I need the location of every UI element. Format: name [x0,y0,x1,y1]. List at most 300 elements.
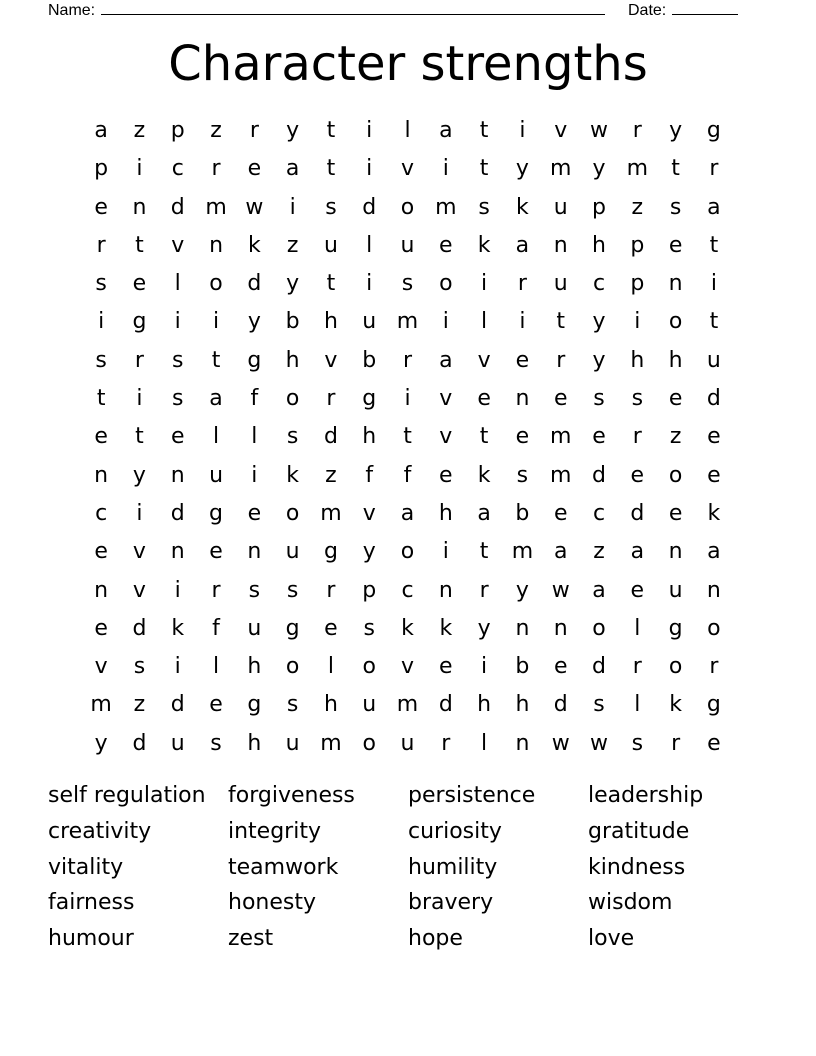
grid-letter[interactable]: k [171,615,185,641]
grid-letter[interactable]: h [592,232,606,258]
grid-letter[interactable]: n [515,386,530,412]
grid-letter[interactable]: h [247,654,262,680]
grid-letter[interactable]: i [212,309,220,335]
grid-letter[interactable]: n [170,539,185,565]
grid-letter[interactable]: u [553,271,568,297]
grid-letter[interactable]: l [212,424,220,450]
grid-letter[interactable]: v [401,654,415,680]
grid-letter[interactable]: z [631,194,644,220]
grid-letter[interactable]: e [439,654,453,680]
grid-letter[interactable]: v [439,386,453,412]
grid-letter[interactable]: d [592,462,606,488]
date-blank-line[interactable] [672,0,738,15]
grid-letter[interactable]: t [211,347,221,373]
grid-letter[interactable]: n [515,615,530,641]
grid-letter[interactable]: v [477,347,491,373]
grid-letter[interactable]: s [593,692,605,718]
grid-letter[interactable]: e [515,347,530,373]
grid-letter[interactable]: d [247,271,262,297]
grid-letter[interactable]: h [323,309,338,335]
grid-letter[interactable]: a [515,232,530,258]
grid-letter[interactable]: u [668,577,683,603]
grid-letter[interactable]: n [170,462,185,488]
grid-letter[interactable]: o [285,500,300,526]
grid-letter[interactable]: e [132,271,147,297]
grid-letter[interactable]: i [98,309,105,335]
grid-letter[interactable]: e [630,462,645,488]
grid-letter[interactable]: h [515,692,530,718]
grid-letter[interactable]: y [592,347,606,373]
grid-letter[interactable]: r [632,424,642,450]
grid-letter[interactable]: i [710,271,717,297]
grid-letter[interactable]: e [668,232,683,258]
grid-letter[interactable]: v [132,539,146,565]
grid-letter[interactable]: u [400,730,415,756]
grid-letter[interactable]: t [326,156,336,182]
grid-letter[interactable]: u [285,730,300,756]
grid-letter[interactable]: l [404,118,411,143]
grid-letter[interactable]: u [247,615,262,641]
grid-letter[interactable]: i [366,118,373,143]
grid-letter[interactable]: y [669,118,683,143]
grid-letter[interactable]: d [132,730,147,756]
grid-letter[interactable]: k [401,615,414,641]
grid-letter[interactable]: i [174,654,181,680]
grid-letter[interactable]: u [400,232,415,258]
name-blank-line[interactable] [101,0,605,15]
grid-letter[interactable]: e [439,232,453,258]
grid-letter[interactable]: i [366,156,373,182]
grid-letter[interactable]: p [592,194,606,220]
grid-letter[interactable]: e [553,500,568,526]
grid-letter[interactable]: o [707,615,721,641]
date-label: Date: [628,2,667,19]
grid-letter[interactable]: d [630,500,645,526]
grid-letter[interactable]: e [94,194,108,220]
grid-letter[interactable]: p [170,118,185,143]
grid-letter[interactable]: z [133,118,146,143]
grid-letter[interactable]: l [634,615,641,641]
grid-letter[interactable]: e [209,539,223,565]
grid-letter[interactable]: r [441,730,451,756]
grid-letter[interactable]: n [209,232,224,258]
grid-letter[interactable]: r [249,118,259,143]
grid-letter[interactable]: h [247,730,262,756]
grid-letter[interactable]: d [170,194,185,220]
grid-letter[interactable]: e [209,692,223,718]
grid-letter[interactable]: m [511,539,534,565]
grid-letter[interactable]: r [326,386,336,412]
grid-letter[interactable]: c [401,577,414,603]
grid-letter[interactable]: l [634,692,641,718]
grid-letter[interactable]: d [323,424,338,450]
grid-letter[interactable]: a [400,500,415,526]
grid-letter[interactable]: r [134,347,144,373]
grid-letter[interactable]: l [251,424,258,450]
grid-letter[interactable]: o [439,271,453,297]
grid-letter[interactable]: u [553,194,568,220]
grid-letter[interactable]: e [439,462,453,488]
grid-letter[interactable]: m [549,156,572,182]
grid-letter[interactable]: b [362,347,377,373]
grid-letter[interactable]: l [481,730,488,756]
grid-letter[interactable]: l [327,654,334,680]
grid-letter[interactable]: n [706,577,721,603]
grid-letter[interactable]: l [212,654,220,680]
grid-letter[interactable]: r [671,730,681,756]
grid-letter[interactable]: d [170,692,185,718]
grid-letter[interactable]: h [285,347,300,373]
grid-letter[interactable]: a [439,118,453,143]
grid-letter[interactable]: a [439,347,453,373]
grid-letter[interactable]: o [285,386,300,412]
word-list-item: teamwork [228,854,339,880]
grid-letter[interactable]: a [477,500,491,526]
grid-letter[interactable]: w [590,118,608,143]
grid-letter[interactable]: w [245,194,264,220]
grid-letter[interactable]: s [516,462,529,488]
grid-letter[interactable]: e [170,424,185,450]
grid-letter[interactable]: s [325,194,337,220]
grid-letter[interactable]: s [631,730,644,756]
grid-letter[interactable]: l [174,271,181,297]
grid-letter[interactable]: v [324,347,338,373]
grid-letter[interactable]: e [707,462,721,488]
grid-letter[interactable]: u [170,730,185,756]
grid-letter[interactable]: i [289,194,296,220]
grid-row [82,610,733,648]
grid-letter[interactable]: k [669,692,682,718]
grid-letter[interactable]: y [94,730,108,756]
grid-letter[interactable]: a [553,539,568,565]
grid-letter[interactable]: y [362,539,376,565]
grid-letter[interactable]: a [209,386,223,412]
grid-letter[interactable]: v [362,500,376,526]
grid-letter[interactable]: m [626,156,649,182]
grid-letter[interactable]: g [209,500,224,526]
grid-letter[interactable]: v [439,424,453,450]
grid-letter[interactable]: i [251,462,258,488]
grid-letter[interactable]: t [709,232,719,258]
grid-letter[interactable]: d [706,386,721,412]
grid-letter[interactable]: o [362,654,376,680]
grid-letter[interactable]: s [593,386,605,412]
grid-letter[interactable]: z [286,232,299,258]
grid-letter[interactable]: t [326,271,336,297]
grid-letter[interactable]: i [481,654,488,680]
grid-letter[interactable]: w [551,577,570,603]
grid-letter[interactable]: s [286,692,299,718]
grid-letter[interactable]: z [325,462,337,488]
grid-letter[interactable]: t [135,424,144,450]
grid-letter[interactable]: d [438,692,453,718]
grid-letter[interactable]: c [95,500,108,526]
grid-letter[interactable]: z [210,118,222,143]
grid-letter[interactable]: n [247,539,262,565]
grid-letter[interactable]: g [362,386,377,412]
grid-letter[interactable]: n [94,462,109,488]
grid-letter[interactable]: m [320,730,342,756]
grid-letter[interactable]: e [707,424,721,450]
grid-letter[interactable]: y [515,577,529,603]
grid-letter[interactable]: s [95,271,107,297]
grid-letter[interactable]: s [401,271,414,297]
grid-letter[interactable]: t [96,386,106,412]
grid-letter[interactable]: e [515,424,530,450]
grid-letter[interactable]: u [362,309,377,335]
grid-letter[interactable]: d [132,615,147,641]
grid-letter[interactable]: a [707,539,721,565]
grid-letter[interactable]: i [442,539,449,565]
grid-letter[interactable]: c [592,500,606,526]
grid-letter[interactable]: m [549,424,572,450]
grid-letter[interactable]: i [136,500,143,526]
grid-letter[interactable]: f [365,462,374,488]
grid-letter[interactable]: i [481,271,488,297]
grid-letter[interactable]: i [442,156,449,182]
grid-letter[interactable]: p [94,156,109,182]
grid-letter[interactable]: t [479,118,489,143]
grid-letter[interactable]: b [515,500,530,526]
grid-letter[interactable]: s [248,577,261,603]
grid-letter[interactable]: k [477,462,491,488]
grid-letter[interactable]: f [212,615,220,641]
grid-letter[interactable]: e [247,500,262,526]
grid-letter[interactable]: n [515,730,530,756]
grid-letter[interactable]: t [326,118,336,143]
grid-letter[interactable]: i [442,309,449,335]
grid-letter[interactable]: o [668,309,683,335]
grid-letter[interactable]: u [323,232,338,258]
grid-letter[interactable]: h [362,424,377,450]
grid-letter[interactable]: p [630,232,645,258]
grid-letter[interactable]: u [209,462,224,488]
grid-letter[interactable]: r [517,271,527,297]
word-list-item: wisdom [588,890,673,916]
grid-letter[interactable]: a [630,539,645,565]
grid-letter[interactable]: s [286,424,299,450]
name-field [48,0,605,20]
grid-letter[interactable]: n [553,615,568,641]
grid-letter[interactable]: m [205,194,227,220]
grid-letter[interactable]: b [285,309,300,335]
grid-letter[interactable]: u [362,692,377,718]
grid-letter[interactable]: y [132,462,146,488]
grid-letter[interactable]: t [479,539,489,565]
grid-letter[interactable]: o [668,654,683,680]
grid-letter[interactable]: g [132,309,147,335]
grid-letter[interactable]: e [592,424,606,450]
grid-letter[interactable]: i [634,309,641,335]
grid-letter[interactable]: t [556,309,566,335]
grid-letter[interactable]: s [95,347,107,373]
grid-letter[interactable]: a [94,118,108,143]
grid-letter[interactable]: a [592,577,606,603]
grid-row [82,457,733,495]
grid-letter[interactable]: s [172,386,184,412]
grid-letter[interactable]: n [553,232,568,258]
grid-letter[interactable]: v [132,577,146,603]
grid-letter[interactable]: n [668,271,683,297]
grid-letter[interactable]: d [362,194,377,220]
grid-letter[interactable]: e [553,654,568,680]
grid-letter[interactable]: o [592,615,606,641]
grid-letter[interactable]: z [669,424,682,450]
grid-letter[interactable]: o [362,730,376,756]
grid-letter[interactable]: r [632,654,642,680]
grid-letter[interactable]: m [320,500,342,526]
grid-letter[interactable]: y [592,309,606,335]
grid-letter[interactable]: y [592,156,606,182]
grid-letter[interactable]: e [630,577,645,603]
grid-letter[interactable]: i [136,156,143,182]
grid-letter[interactable]: c [592,271,606,297]
grid-letter[interactable]: f [250,386,259,412]
grid-letter[interactable]: e [707,730,721,756]
grid-letter[interactable]: u [285,539,300,565]
word-list-item: persistence [408,783,536,808]
grid-letter[interactable]: y [515,156,529,182]
word-list-item: vitality [48,854,124,880]
grid-letter[interactable]: r [709,156,719,182]
grid-letter[interactable]: h [438,500,453,526]
grid-letter[interactable]: n [132,194,147,220]
grid-letter[interactable]: v [554,118,568,143]
grid-letter[interactable]: f [403,462,412,488]
grid-letter[interactable]: d [170,500,185,526]
grid-letter[interactable]: t [671,156,680,182]
grid-letter[interactable]: o [209,271,223,297]
grid-letter[interactable]: p [630,271,645,297]
grid-letter[interactable]: s [631,386,644,412]
grid-letter[interactable]: e [324,615,338,641]
word-list-item: curiosity [408,818,502,844]
grid-letter[interactable]: r [709,654,719,680]
grid-letter[interactable]: t [403,424,412,450]
grid-letter[interactable]: e [94,424,108,450]
grid-letter[interactable]: d [592,654,606,680]
grid-letter[interactable]: m [396,309,419,335]
grid-letter[interactable]: i [136,386,143,412]
grid-letter[interactable]: n [94,577,109,603]
grid-letter[interactable]: e [247,156,262,182]
grid-letter[interactable]: o [400,194,415,220]
grid-letter[interactable]: d [553,692,568,718]
grid-letter[interactable]: g [247,347,262,373]
grid-letter[interactable]: h [477,692,492,718]
grid-letter[interactable]: t [709,309,719,335]
grid-letter[interactable]: w [551,730,570,756]
grid-letter[interactable]: e [553,386,568,412]
grid-letter[interactable]: z [593,539,605,565]
grid-letter[interactable]: g [285,615,300,641]
grid-letter[interactable]: u [706,347,721,373]
grid-letter[interactable]: s [133,654,146,680]
grid-letter[interactable]: k [439,615,453,641]
grid-letter[interactable]: e [477,386,491,412]
grid-letter[interactable]: i [519,309,526,335]
grid-letter[interactable]: e [94,615,108,641]
grid-letter[interactable]: m [90,692,112,718]
grid-letter[interactable]: m [435,194,457,220]
grid-letter[interactable]: r [96,232,106,258]
grid-letter[interactable]: t [135,232,144,258]
grid-letter[interactable]: k [286,462,299,488]
grid-letter[interactable]: y [286,271,300,297]
grid-letter[interactable]: o [285,654,300,680]
grid-letter[interactable]: l [366,232,373,258]
grid-letter[interactable]: g [706,118,721,143]
grid-letter[interactable]: t [479,424,489,450]
grid-letter[interactable]: n [668,539,683,565]
grid-letter[interactable]: r [632,118,642,143]
grid-letter[interactable]: k [516,194,529,220]
grid-letter[interactable]: y [477,615,491,641]
grid-letter[interactable]: o [400,539,415,565]
grid-letter[interactable]: p [362,577,377,603]
grid-letter[interactable]: k [707,500,721,526]
grid-letter[interactable]: r [403,347,413,373]
grid-letter[interactable]: r [479,577,489,603]
grid-letter[interactable]: s [478,194,490,220]
grid-letter[interactable]: s [363,615,375,641]
grid-letter[interactable]: r [211,156,221,182]
grid-letter[interactable]: i [366,271,373,297]
grid-letter[interactable]: m [549,462,572,488]
grid-letter[interactable]: s [172,347,184,373]
grid-letter[interactable]: h [668,347,683,373]
grid-letter[interactable]: s [210,730,222,756]
grid-letter[interactable]: r [326,577,336,603]
grid-letter[interactable]: g [323,539,338,565]
grid-letter[interactable]: g [247,692,262,718]
grid-letter[interactable]: w [590,730,608,756]
grid-letter[interactable]: e [94,539,108,565]
grid-letter[interactable]: b [515,654,530,680]
grid-letter[interactable]: h [630,347,645,373]
grid-letter[interactable]: o [668,462,683,488]
grid-letter[interactable]: i [174,309,181,335]
grid-letter[interactable]: s [669,194,682,220]
grid-letter[interactable]: c [171,156,184,182]
grid-letter[interactable]: l [481,309,488,335]
grid-letter[interactable]: e [668,500,683,526]
grid-letter[interactable]: i [404,386,411,412]
grid-letter[interactable]: r [211,577,221,603]
grid-letter[interactable]: k [247,232,261,258]
grid-letter[interactable]: r [556,347,566,373]
grid-letter[interactable]: i [174,577,181,603]
grid-letter[interactable]: e [668,386,683,412]
grid-letter[interactable]: v [401,156,415,182]
grid-letter[interactable]: y [286,118,300,143]
grid-letter[interactable]: g [706,692,721,718]
grid-letter[interactable]: z [133,692,146,718]
grid-letter[interactable]: v [94,654,108,680]
grid-letter[interactable]: k [477,232,491,258]
grid-letter[interactable]: v [171,232,185,258]
grid-letter[interactable]: t [479,156,489,182]
grid-letter[interactable]: m [396,692,419,718]
grid-letter[interactable]: n [438,577,453,603]
grid-letter[interactable]: h [323,692,338,718]
grid-letter[interactable]: g [668,615,683,641]
grid-letter[interactable]: a [707,194,721,220]
grid-letter[interactable]: i [519,118,526,143]
grid-letter[interactable]: a [285,156,300,182]
grid-letter[interactable]: s [286,577,299,603]
grid-letter[interactable]: y [247,309,261,335]
